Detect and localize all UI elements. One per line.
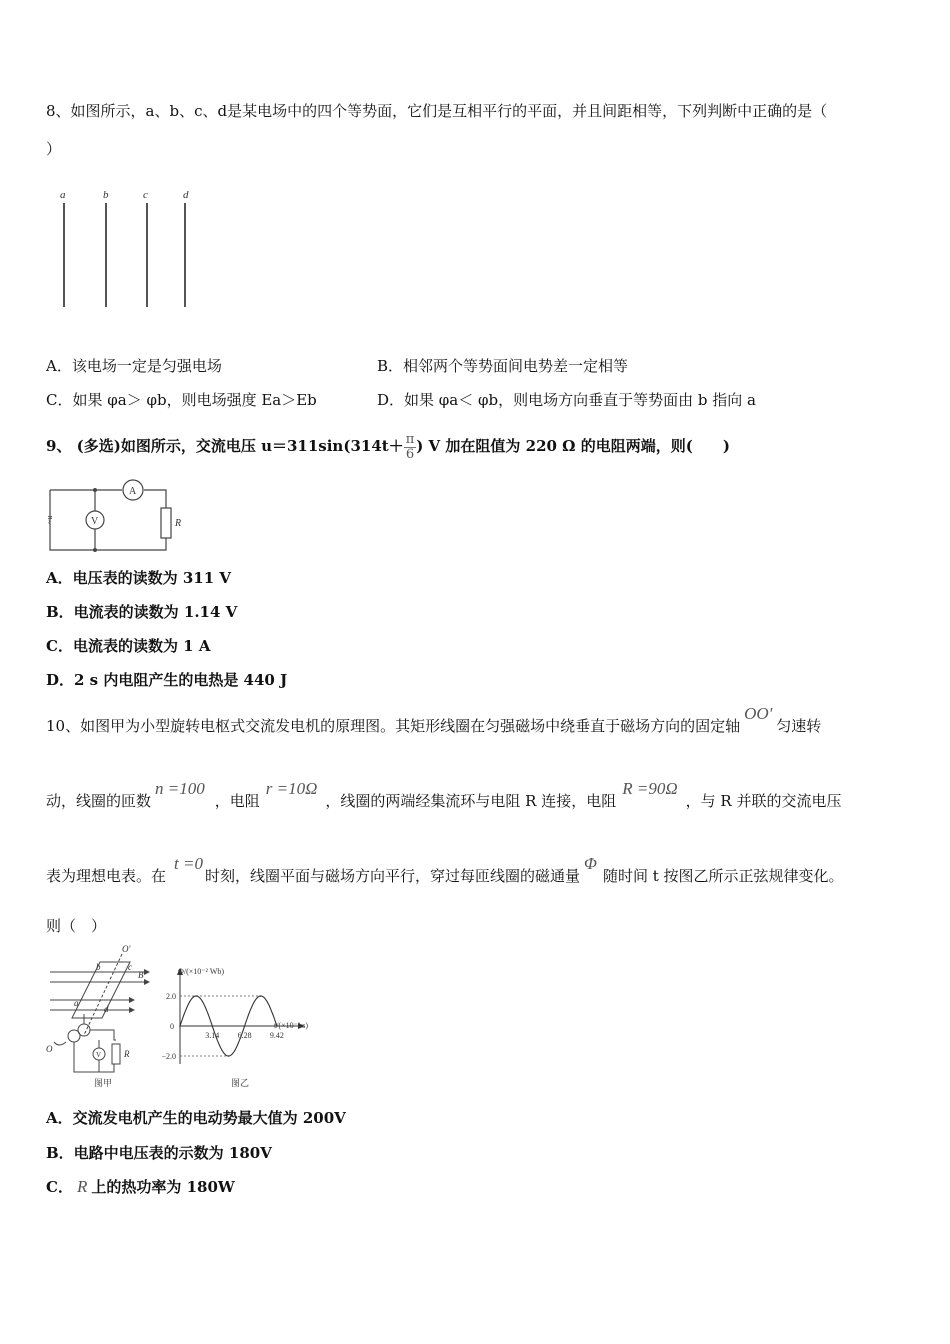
q10-l2-c: ，线圈的两端经集流环与电阻 R 连接，电阻 bbox=[325, 792, 617, 810]
x-tick-628: 6.28 bbox=[237, 1031, 252, 1040]
resistor-label: R bbox=[175, 518, 182, 529]
q8-stem-line1: 8、如图所示，a、b、c、d是某电场中的四个等势面，它们是互相平行的平面，并且间距相等，下列判断中正确的是（ bbox=[46, 102, 828, 120]
q10-l2-a: 动，线圈的匝数 bbox=[46, 792, 152, 810]
flux-data-point bbox=[244, 1025, 246, 1027]
q9-frac-den: 6 bbox=[405, 446, 415, 462]
q9-stem bbox=[46, 430, 730, 462]
q8-equipotential-figure bbox=[52, 185, 202, 315]
q10-line1 bbox=[46, 704, 822, 736]
q9-fraction bbox=[404, 433, 417, 462]
q10-line2 bbox=[46, 779, 842, 811]
q10-l3-b: 时刻，线圈平面与磁场方向平行，穿过每匝线圈的磁通量 bbox=[204, 867, 580, 885]
q8-option-c: C．如果 φa＞ φb，则电场强度 Ea＞Eb bbox=[46, 391, 317, 409]
q9-option-d: D．2 s 内电阻产生的电热是 440 J bbox=[46, 671, 288, 689]
q8-option-b: B．相邻两个等势面间电势差一定相等 bbox=[377, 357, 629, 375]
q8-option-a: A．该电场一定是匀强电场 bbox=[46, 357, 222, 375]
plane-c-label: c bbox=[143, 189, 148, 201]
q9-option-a: A．电压表的读数为 311 V bbox=[46, 569, 232, 587]
plane-a-label: a bbox=[60, 189, 66, 201]
origin-label: 0 bbox=[170, 1022, 174, 1031]
q10-turns-math: n =100 bbox=[155, 779, 205, 798]
flux-data-point bbox=[228, 1055, 230, 1057]
q9-stem-pre: 9、 (多选)如图所示，交流电压 u＝311sin(314t＋ bbox=[46, 437, 404, 455]
coil-d-label: d bbox=[104, 1004, 109, 1014]
q10-l3-a: 表为理想电表。在 bbox=[46, 867, 167, 885]
q10-option-a: A．交流发电机产生的电动势最大值为 200V bbox=[46, 1109, 346, 1127]
q9-frac-num: π bbox=[405, 431, 415, 447]
flux-data-point bbox=[211, 1025, 213, 1027]
q10-option-c-label: C． bbox=[46, 1178, 73, 1196]
q10-option-b: B．电路中电压表的示数为 180V bbox=[46, 1144, 272, 1162]
q10-l1-tail: 匀速转 bbox=[776, 717, 822, 735]
q10-flux-chart bbox=[160, 960, 320, 1090]
q10-option-c-text: 上的热功率为 180W bbox=[91, 1178, 235, 1196]
plane-b-label: b bbox=[103, 189, 109, 201]
q10-option-c bbox=[46, 1177, 235, 1197]
q9-option-c: C．电流表的读数为 1 A bbox=[46, 637, 211, 655]
q9-circuit-figure bbox=[44, 478, 182, 556]
field-b-label: B bbox=[138, 970, 144, 980]
fig-yi-caption: 图乙 bbox=[230, 1078, 250, 1088]
q10-t0-math: t =0 bbox=[174, 854, 203, 873]
q10-axis-math: OO' bbox=[744, 704, 773, 723]
q10-r-math: r =10Ω bbox=[265, 779, 318, 798]
x-tick-942: 9.42 bbox=[269, 1031, 284, 1040]
q8-option-d: D．如果 φa＜ φb，则电场方向垂直于等势面由 b 指向 a bbox=[377, 391, 756, 409]
q10-option-c-r-math: R bbox=[76, 1177, 88, 1196]
flux-data-point bbox=[195, 995, 197, 997]
coil-b-label: b bbox=[96, 962, 101, 972]
y-tick-min: −2.0 bbox=[161, 1052, 176, 1061]
x-tick-314: 3.14 bbox=[205, 1031, 220, 1040]
q10-l2-b: ，电阻 bbox=[214, 792, 260, 810]
y-axis-label: Φ/(×10⁻² Wb) bbox=[178, 967, 225, 976]
coil-a-label: a bbox=[74, 998, 79, 1008]
q9-stem-post: ) V 加在阻值为 220 Ω 的电阻两端，则( ) bbox=[416, 437, 730, 455]
source-label: ~u bbox=[45, 515, 54, 524]
q10-line4: 则（ ） bbox=[46, 917, 107, 935]
axis-o-label: O bbox=[46, 1044, 53, 1054]
resistor-r-label: R bbox=[124, 1049, 130, 1059]
q10-generator-figure bbox=[44, 940, 154, 1090]
q9-option-b: B．电流表的读数为 1.14 V bbox=[46, 603, 238, 621]
flux-data-point bbox=[260, 995, 262, 997]
q10-l3-c: 随时间 t 按图乙所示正弦规律变化。 bbox=[602, 867, 844, 885]
q8-stem-line2: ） bbox=[46, 140, 62, 158]
voltmeter-label: V bbox=[96, 1051, 102, 1059]
plane-d-label: d bbox=[183, 189, 189, 201]
q10-phi-math: Φ bbox=[583, 854, 597, 873]
q10-l2-d: ，与 R 并联的交流电压 bbox=[685, 792, 842, 810]
coil-c-label: c bbox=[128, 962, 132, 972]
y-tick-max: 2.0 bbox=[166, 992, 176, 1001]
flux-data-point bbox=[179, 1025, 181, 1027]
voltmeter-label: V bbox=[91, 516, 99, 527]
axis-o-prime-label: O' bbox=[122, 944, 131, 954]
x-axis-label: t/(×10⁻² s) bbox=[273, 1021, 308, 1030]
q10-line3 bbox=[46, 854, 844, 886]
q10-bigr-math: R =90Ω bbox=[622, 779, 678, 798]
ammeter-label: A bbox=[129, 486, 137, 497]
fig-jia-caption: 图甲 bbox=[94, 1078, 113, 1088]
q10-l1-text: 10、如图甲为小型旋转电枢式交流发电机的原理图。其矩形线圈在匀强磁场中绕垂直于磁场方向的固定轴 bbox=[46, 717, 741, 735]
